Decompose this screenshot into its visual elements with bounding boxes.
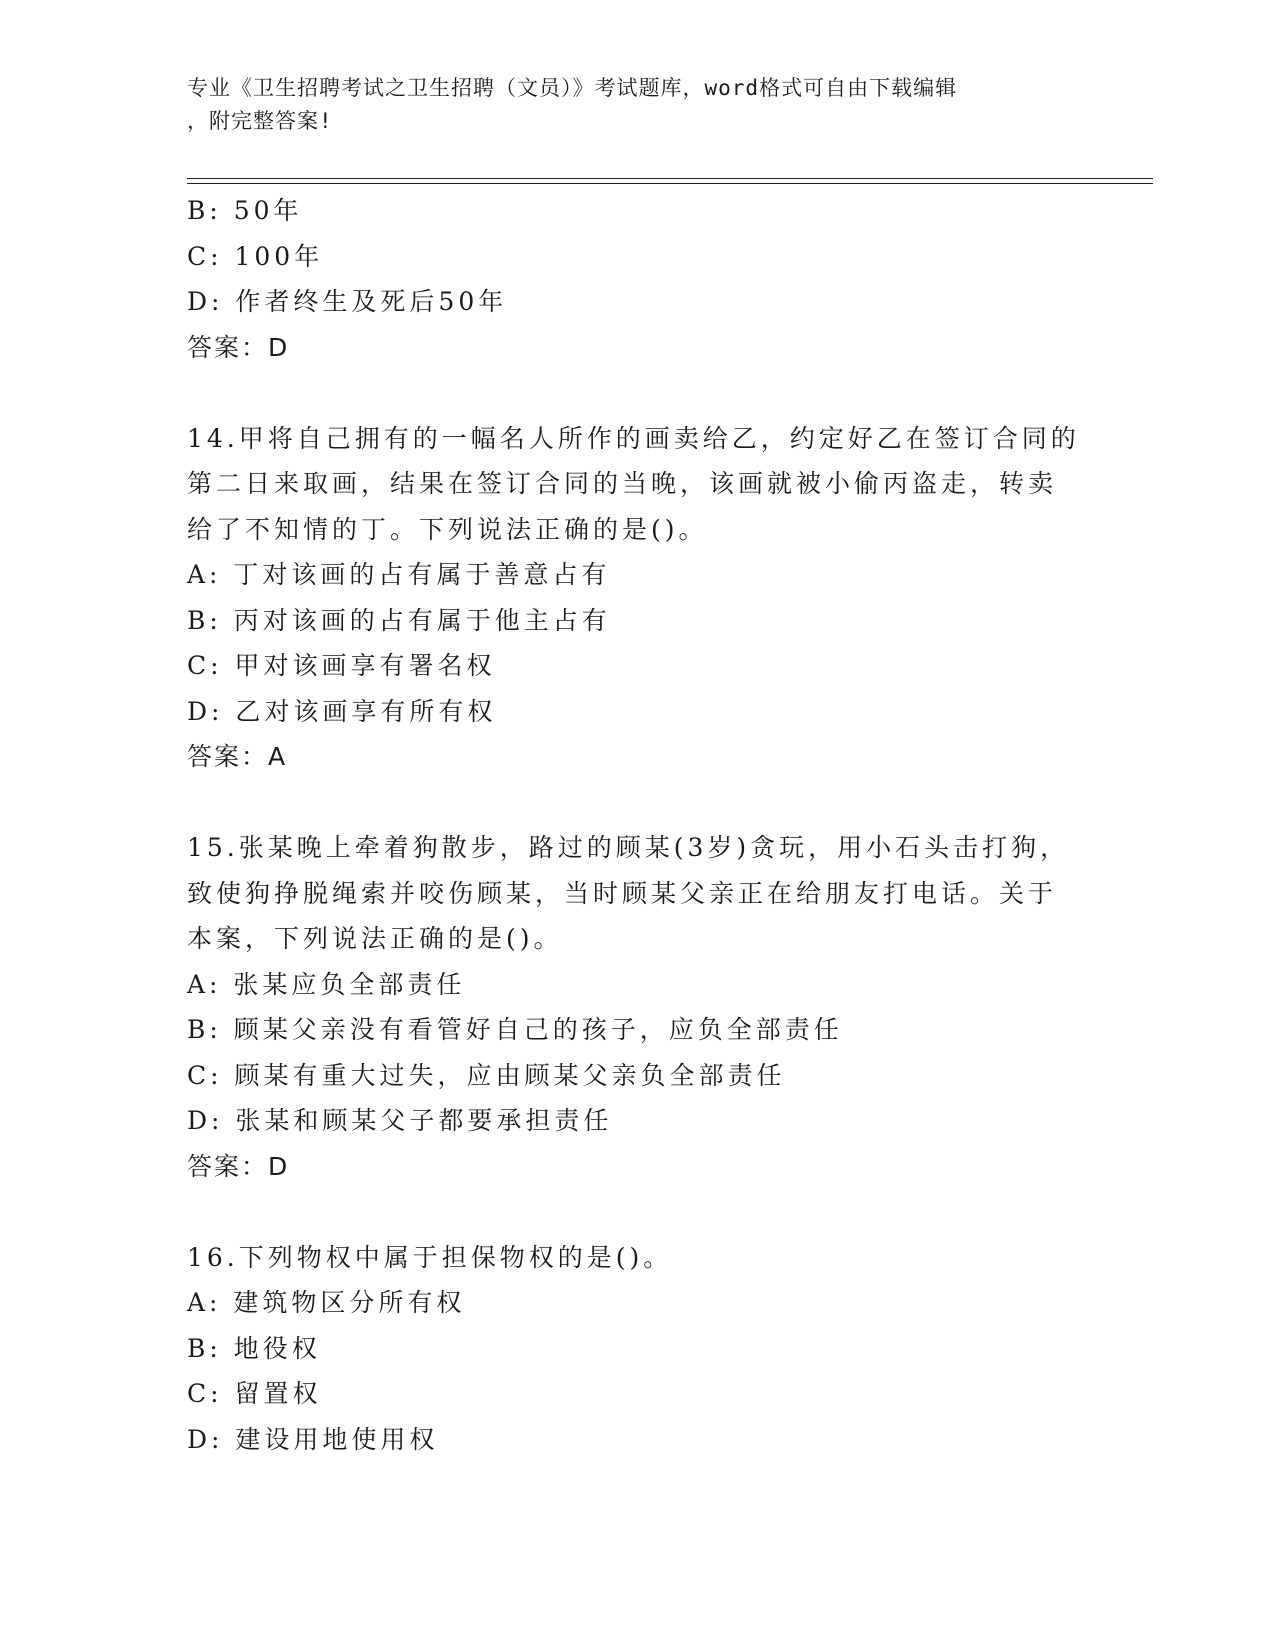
option-c: C: 100年 [187,241,324,271]
answer-line: 答案：D [187,332,290,362]
document-header [187,72,1087,138]
option-d: D: 作者终生及死后50年 [187,287,508,316]
option-c: C: 顾某有重大过失，应由顾某父亲负全部责任 [187,1060,786,1090]
spacer [187,780,1087,826]
option-c: C: 留置权 [187,1379,322,1408]
question-14 [187,416,1087,780]
option-a: A: 建筑物区分所有权 [187,1288,466,1317]
header-line-2: ，附完整答案! [187,109,333,133]
option-b: B: 顾某父亲没有看管好自己的孩子，应负全部责任 [187,1015,843,1044]
option-a: A: 丁对该画的占有属于善意占有 [187,560,611,589]
answer-line: 答案：D [187,1151,290,1181]
question-13-tail [187,188,1087,370]
spacer [187,1189,1087,1235]
question-15 [187,825,1087,1189]
header-rule-top [187,178,1153,179]
question-content [187,188,1087,1462]
header-line-1: 专业《卫生招聘考试之卫生招聘（文员）》考试题库，word格式可自由下载编辑 [187,76,958,100]
question-text-line: 16.下列物权中属于担保物权的是()。 [187,1242,673,1272]
spacer [187,370,1087,416]
option-b: B: 丙对该画的占有属于他主占有 [187,605,611,635]
option-b: B: 50年 [187,196,303,225]
option-c: C: 甲对该画享有署名权 [187,651,496,680]
option-b: B: 地役权 [187,1333,321,1363]
option-d: D: 建设用地使用权 [187,1424,439,1454]
question-text-line: 致使狗挣脱绳索并咬伤顾某，当时顾某父亲正在给朋友打电话。关于 [187,878,1058,908]
question-text-line: 本案，下列说法正确的是()。 [187,924,563,953]
question-text-line: 15.张某晚上牵着狗散步，路过的顾某(3岁)贪玩，用小石头击打狗， [187,833,1070,862]
option-d: D: 乙对该画享有所有权 [187,696,497,726]
question-text-line: 第二日来取画，结果在签订合同的当晚，该画就被小偷丙盗走，转卖 [187,469,1058,498]
option-a: A: 张某应负全部责任 [187,969,466,999]
question-text-line: 14.甲将自己拥有的一幅名人所作的画卖给乙，约定好乙在签订合同的 [187,423,1080,453]
answer-line: 答案：A [187,742,288,771]
question-text-line: 给了不知情的丁。下列说法正确的是()。 [187,514,708,544]
option-d: D: 张某和顾某父子都要承担责任 [187,1106,613,1135]
question-16 [187,1235,1087,1463]
header-rule-bottom [187,183,1153,184]
